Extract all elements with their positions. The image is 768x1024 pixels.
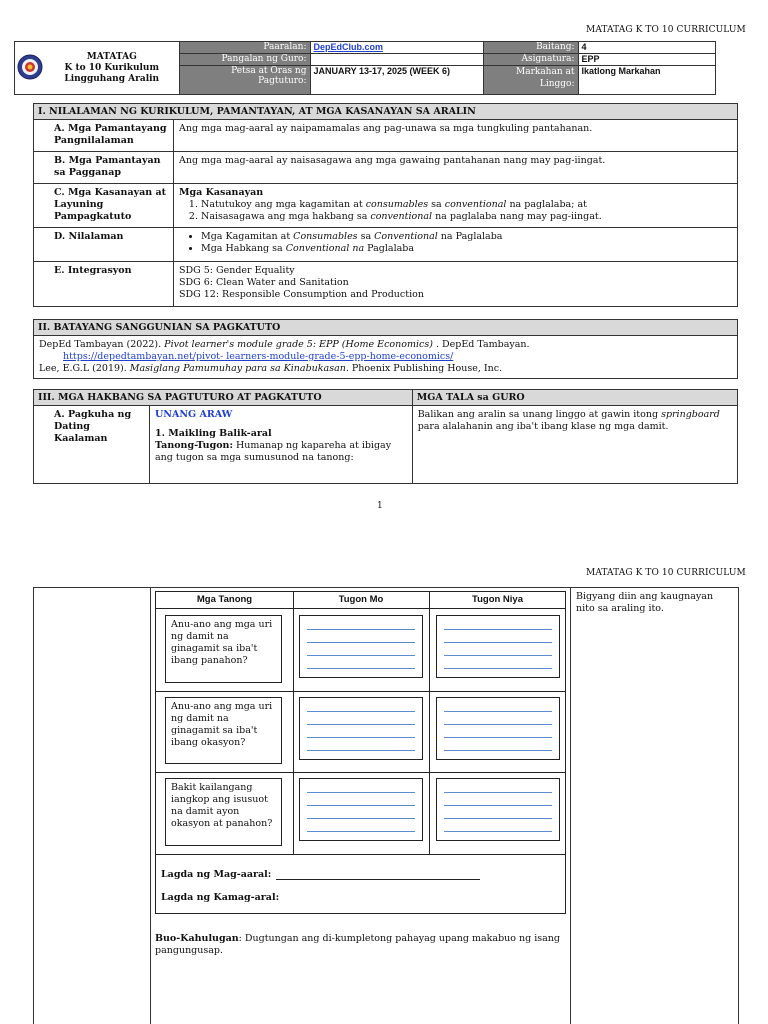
row-a-body: Ang mga mag-aaral ay naipamamalas ang pag-unawa sa mga tungkuling pantahanan.	[174, 120, 738, 152]
curriculum-header-2: MATATAG K TO 10 CURRICULUM	[586, 568, 746, 578]
header-title-line-2: K to 10 Kurikulum	[64, 62, 159, 73]
page-number: 1	[377, 501, 383, 511]
lagda-kamag-aral-label: Lagda ng Kamag-aral:	[161, 892, 280, 903]
kasanayan-item-1: 1. Natutukoy ang mga kagamitan at consumables sa conventional na paglalaba; at	[201, 199, 732, 211]
question-3: Bakit kailangang iangkop ang isusuot na damit ayon okasyon at panahon?	[165, 778, 282, 846]
page-2-frame	[33, 587, 739, 1024]
note-page-2: Bigyang diin ang kaugnayan nito sa araling ito.	[576, 591, 714, 614]
section-3-table	[33, 389, 738, 484]
section-3-title: III. MGA HAKBANG SA PAGTUTURO AT PAGKATUTO	[34, 390, 413, 406]
row-d-key: D. Nilalaman	[34, 228, 174, 262]
tugon-mo-2[interactable]	[299, 697, 423, 760]
paaralan-label: Paaralan:	[179, 42, 310, 54]
nilalaman-item-2: • Mga Habkang sa Conventional na Paglalaba	[201, 243, 732, 255]
header-title-line-3: Lingguhang Aralin	[64, 73, 160, 84]
nilalaman-list	[201, 231, 732, 255]
row-e-key: E. Integrasyon	[34, 262, 174, 307]
petsa-value: JANUARY 13-17, 2025 (WEEK 6)	[310, 66, 483, 95]
buo-kahulugan: Buo-Kahulugan: Dugtungan ang di-kumpletong pahayag upang makabuo ng isang pangungusap.	[155, 933, 561, 956]
paaralan-link[interactable]: DepEdClub.com	[313, 42, 384, 52]
tugon-mo-3[interactable]	[299, 778, 423, 841]
logo-cell	[15, 42, 46, 95]
question-2: Anu-ano ang mga uri ng damit na ginagamit sa iba't ibang okasyon?	[165, 697, 282, 764]
row-b-body: Ang mga mag-aaral ay naisasagawa ang mga gawaing pantahanan nang may pag-iingat.	[174, 152, 738, 184]
col-niya-header: Tugon Niya	[471, 594, 524, 605]
markahan-value: Ikatlong Markahan	[578, 66, 716, 95]
sdg-12: SDG 12: Responsible Consumption and Production	[179, 289, 424, 300]
asignatura-value: EPP	[578, 54, 716, 66]
tanong-tugon: Tanong-Tugon: Humanap ng kapareha at ibigay ang tugon sa mga sumusunod na tanong:	[155, 440, 392, 463]
col-mo-header: Tugon Mo	[338, 594, 384, 605]
row-c-body	[174, 184, 738, 228]
nilalaman-item-1: • Mga Kagamitan at Consumables sa Conventional na Paglalaba	[201, 231, 732, 243]
section-2-title: II. BATAYANG SANGGUNIAN SA PAGKATUTO	[34, 320, 738, 336]
kasanayan-item-2: 2. Naisasagawa ang mga hakbang sa conventional na paglalaba nang may pag-iingat.	[201, 211, 732, 223]
question-1: Anu-ano ang mga uri ng damit na ginagamit sa iba't ibang panahon?	[165, 615, 282, 683]
curriculum-header: MATATAG K TO 10 CURRICULUM	[586, 25, 746, 35]
header-title	[45, 42, 179, 95]
reference-1-link[interactable]: https://depedtambayan.net/pivot- learners-module-grade-5-epp-home-economics/	[63, 351, 454, 362]
section-2-table	[33, 319, 738, 379]
kasanayan-list	[201, 199, 732, 223]
tugon-niya-3[interactable]	[436, 778, 560, 841]
row-b-key: B. Mga Pamantayan sa Pagganap	[34, 152, 174, 184]
kasanayan-heading: Mga Kasanayan	[179, 187, 264, 198]
row-d-body	[174, 228, 738, 262]
petsa-label: Petsa at Oras ng Pagtuturo:	[179, 66, 310, 95]
sdg-5: SDG 5: Gender Equality	[179, 265, 295, 276]
row-3a-body	[150, 406, 413, 484]
sdg-6: SDG 6: Clean Water and Sanitation	[179, 277, 349, 288]
references	[34, 336, 738, 379]
tugon-niya-2[interactable]	[436, 697, 560, 760]
tugon-mo-1[interactable]	[299, 615, 423, 678]
lagda-mag-aaral-label: Lagda ng Mag-aaral:	[161, 869, 272, 880]
tanong-tugon-table	[155, 591, 566, 914]
row-a-key: A. Mga Pamantayang Pangnilalaman	[34, 120, 174, 152]
row-e-body	[174, 262, 738, 307]
balik-aral-heading: 1. Maikling Balik-aral	[155, 428, 272, 439]
col-tanong-header: Mga Tanong	[196, 594, 253, 605]
lagda-mag-aaral-line[interactable]	[276, 879, 480, 880]
row-c-key: C. Mga Kasanayan at Layuning Pampagkatuto	[34, 184, 174, 228]
note-3a: Balikan ang aralin sa unang linggo at gawin itong springboard para alalahanin ang iba't ibang klase ng mga damit.	[412, 406, 737, 484]
lesson-header-table	[14, 41, 716, 95]
notes-title: MGA TALA sa GURO	[412, 390, 737, 406]
tugon-niya-1[interactable]	[436, 615, 560, 678]
markahan-label: Markahan at Linggo:	[483, 66, 578, 95]
day-label: UNANG ARAW	[155, 409, 233, 420]
baitang-value: 4	[578, 42, 716, 54]
reference-2: Lee, E.G.L (2019). Masiglang Pamumuhay para sa Kinabukasan. Phoenix Publishing House, Inc.	[39, 363, 503, 374]
row-3a-key: A. Pagkuha ng Dating Kaalaman	[34, 406, 150, 484]
guro-value	[310, 54, 483, 66]
asignatura-label: Asignatura:	[483, 54, 578, 66]
guro-label: Pangalan ng Guro:	[179, 54, 310, 66]
header-title-line-1: MATATAG	[86, 51, 137, 62]
reference-1: DepEd Tambayan (2022). Pivot learner's module grade 5: EPP (Home Economics) . DepEd Tambayan.	[39, 339, 530, 350]
section-1-title: I. NILALAMAN NG KURIKULUM, PAMANTAYAN, AT MGA KASANAYAN SA ARALIN	[34, 104, 738, 120]
section-1-table	[33, 103, 738, 307]
baitang-label: Baitang:	[483, 42, 578, 54]
deped-seal-icon	[17, 54, 43, 80]
